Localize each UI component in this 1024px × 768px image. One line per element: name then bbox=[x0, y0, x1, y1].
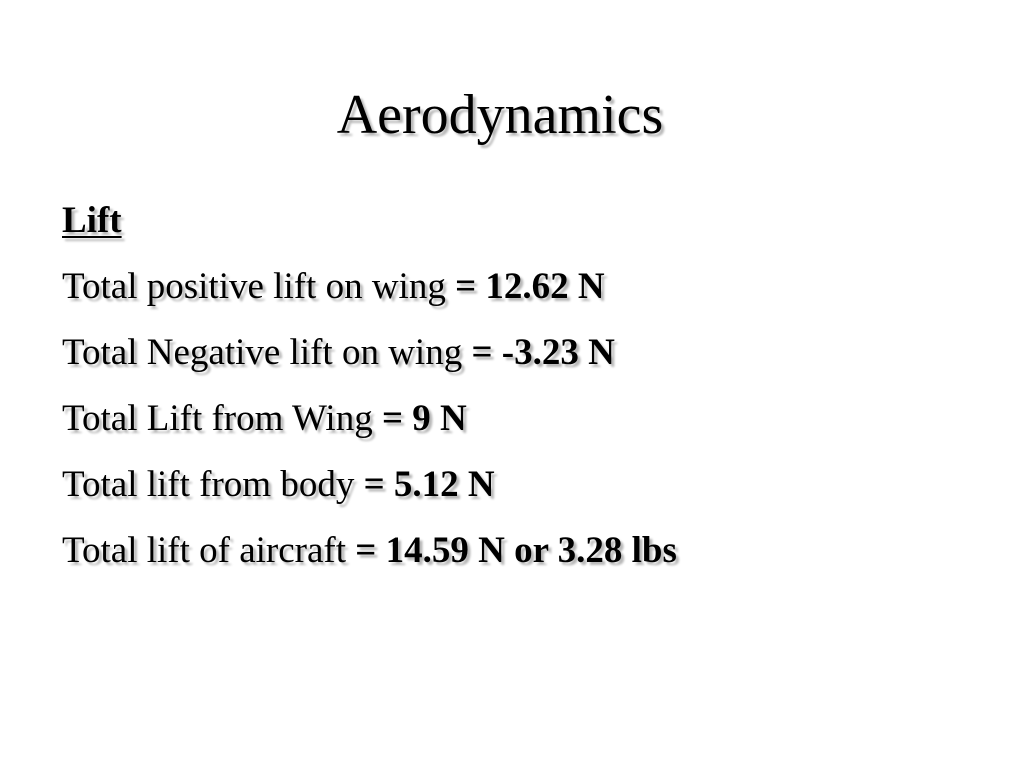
positive-lift-value: = 12.62 N bbox=[455, 266, 605, 307]
aircraft-lift-label: Total lift of aircraft bbox=[62, 530, 356, 571]
wing-lift-value: = 9 N bbox=[381, 398, 467, 439]
body-lift-value: = 5.12 N bbox=[363, 464, 495, 505]
wing-lift-label: Total Lift from Wing bbox=[62, 398, 382, 439]
aircraft-lift-line bbox=[62, 518, 1002, 584]
negative-lift-value: = -3.23 N bbox=[471, 332, 615, 373]
body-lift-line bbox=[62, 452, 1002, 518]
slide-title: Aerodynamics bbox=[336, 84, 664, 146]
positive-lift-line bbox=[62, 254, 1002, 320]
body-lift-label: Total lift from body bbox=[62, 464, 364, 505]
wing-lift-line bbox=[62, 386, 1002, 452]
slide-body bbox=[62, 188, 1002, 584]
lift-heading-line bbox=[62, 188, 1002, 254]
positive-lift-label: Total positive lift on wing bbox=[62, 266, 456, 307]
negative-lift-line bbox=[62, 320, 1002, 386]
negative-lift-label: Total Negative lift on wing bbox=[62, 332, 472, 373]
lift-heading: Lift bbox=[62, 200, 122, 241]
aircraft-lift-value: = 14.59 N or 3.28 lbs bbox=[355, 530, 677, 571]
